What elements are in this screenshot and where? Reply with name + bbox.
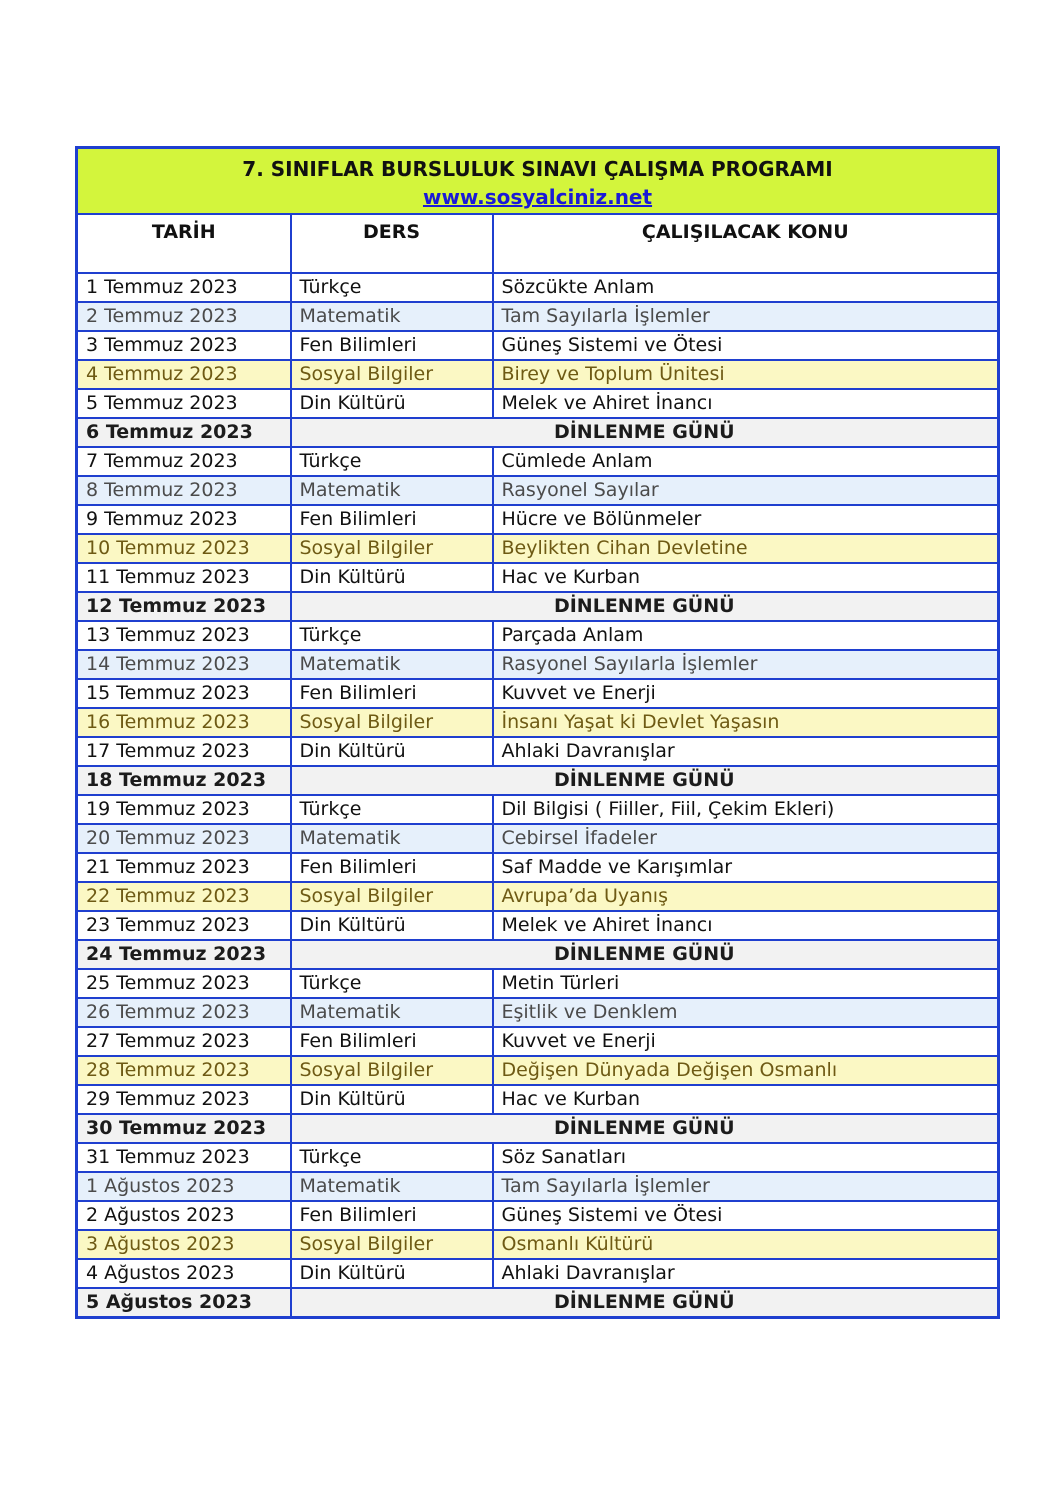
subject-cell: Din Kültürü [291, 737, 493, 766]
date-cell: 4 Temmuz 2023 [77, 360, 291, 389]
date-cell: 3 Temmuz 2023 [77, 331, 291, 360]
rest-day-label: DİNLENME GÜNÜ [291, 418, 999, 447]
rest-day-label: DİNLENME GÜNÜ [291, 1288, 999, 1318]
subject-cell: Fen Bilimleri [291, 853, 493, 882]
date-cell: 22 Temmuz 2023 [77, 882, 291, 911]
rest-day-label: DİNLENME GÜNÜ [291, 592, 999, 621]
subject-cell: Matematik [291, 1172, 493, 1201]
date-cell: 6 Temmuz 2023 [77, 418, 291, 447]
date-cell: 10 Temmuz 2023 [77, 534, 291, 563]
topic-cell: Söz Sanatları [493, 1143, 999, 1172]
topic-cell: Beylikten Cihan Devletine [493, 534, 999, 563]
table-row [77, 563, 999, 592]
date-cell: 9 Temmuz 2023 [77, 505, 291, 534]
date-cell: 1 Temmuz 2023 [77, 273, 291, 302]
subject-cell: Türkçe [291, 1143, 493, 1172]
date-cell: 30 Temmuz 2023 [77, 1114, 291, 1143]
table-row [77, 824, 999, 853]
date-cell: 26 Temmuz 2023 [77, 998, 291, 1027]
date-cell: 11 Temmuz 2023 [77, 563, 291, 592]
subject-cell: Fen Bilimleri [291, 1201, 493, 1230]
subject-cell: Sosyal Bilgiler [291, 360, 493, 389]
topic-cell: Güneş Sistemi ve Ötesi [493, 331, 999, 360]
subject-cell: Sosyal Bilgiler [291, 1056, 493, 1085]
subject-cell: Fen Bilimleri [291, 679, 493, 708]
date-cell: 13 Temmuz 2023 [77, 621, 291, 650]
rest-day-row [77, 1114, 999, 1143]
date-cell: 15 Temmuz 2023 [77, 679, 291, 708]
subject-cell: Türkçe [291, 621, 493, 650]
table-row [77, 273, 999, 302]
topic-cell: Kuvvet ve Enerji [493, 1027, 999, 1056]
subject-cell: Türkçe [291, 447, 493, 476]
table-row [77, 1230, 999, 1259]
topic-cell: Tam Sayılarla İşlemler [493, 1172, 999, 1201]
subject-cell: Sosyal Bilgiler [291, 534, 493, 563]
topic-cell: Hac ve Kurban [493, 563, 999, 592]
title-row [77, 148, 999, 215]
website-link[interactable]: www.sosyalciniz.net [422, 185, 653, 209]
subject-cell: Türkçe [291, 273, 493, 302]
date-cell: 8 Temmuz 2023 [77, 476, 291, 505]
subject-cell: Din Kültürü [291, 563, 493, 592]
date-cell: 16 Temmuz 2023 [77, 708, 291, 737]
topic-cell: Melek ve Ahiret İnancı [493, 389, 999, 418]
header-row [77, 214, 999, 273]
subject-cell: Türkçe [291, 969, 493, 998]
table-row [77, 1056, 999, 1085]
table-row [77, 1259, 999, 1288]
table-row [77, 360, 999, 389]
topic-cell: İnsanı Yaşat ki Devlet Yaşasın [493, 708, 999, 737]
topic-cell: Rasyonel Sayılarla İşlemler [493, 650, 999, 679]
date-cell: 24 Temmuz 2023 [77, 940, 291, 969]
date-cell: 29 Temmuz 2023 [77, 1085, 291, 1114]
rest-day-row [77, 766, 999, 795]
topic-cell: Cebirsel İfadeler [493, 824, 999, 853]
topic-cell: Hac ve Kurban [493, 1085, 999, 1114]
topic-cell: Hücre ve Bölünmeler [493, 505, 999, 534]
date-cell: 18 Temmuz 2023 [77, 766, 291, 795]
table-row [77, 650, 999, 679]
date-cell: 23 Temmuz 2023 [77, 911, 291, 940]
topic-cell: Melek ve Ahiret İnancı [493, 911, 999, 940]
table-row [77, 1027, 999, 1056]
subject-cell: Fen Bilimleri [291, 505, 493, 534]
date-cell: 21 Temmuz 2023 [77, 853, 291, 882]
rest-day-row [77, 1288, 999, 1318]
table-row [77, 1085, 999, 1114]
date-cell: 4 Ağustos 2023 [77, 1259, 291, 1288]
subject-cell: Din Kültürü [291, 1259, 493, 1288]
topic-cell: Avrupa’da Uyanış [493, 882, 999, 911]
table-row [77, 737, 999, 766]
topic-cell: Parçada Anlam [493, 621, 999, 650]
date-cell: 2 Ağustos 2023 [77, 1201, 291, 1230]
subject-column-header: DERS [291, 214, 493, 273]
subject-cell: Din Kültürü [291, 1085, 493, 1114]
subject-cell: Sosyal Bilgiler [291, 708, 493, 737]
subject-cell: Sosyal Bilgiler [291, 882, 493, 911]
date-cell: 5 Temmuz 2023 [77, 389, 291, 418]
date-cell: 28 Temmuz 2023 [77, 1056, 291, 1085]
topic-cell: Sözcükte Anlam [493, 273, 999, 302]
table-row [77, 331, 999, 360]
date-cell: 3 Ağustos 2023 [77, 1230, 291, 1259]
subject-cell: Matematik [291, 650, 493, 679]
title-cell [77, 148, 999, 215]
rest-day-label: DİNLENME GÜNÜ [291, 940, 999, 969]
subject-cell: Din Kültürü [291, 389, 493, 418]
subject-cell: Sosyal Bilgiler [291, 1230, 493, 1259]
table-row [77, 447, 999, 476]
rest-day-row [77, 940, 999, 969]
date-column-header: TARİH [77, 214, 291, 273]
topic-cell: Metin Türleri [493, 969, 999, 998]
page-title: 7. SINIFLAR BURSLULUK SINAVI ÇALIŞMA PROGRAMI [242, 157, 833, 181]
date-cell: 25 Temmuz 2023 [77, 969, 291, 998]
subject-cell: Matematik [291, 302, 493, 331]
schedule-body [77, 273, 999, 1318]
date-cell: 1 Ağustos 2023 [77, 1172, 291, 1201]
topic-cell: Eşitlik ve Denklem [493, 998, 999, 1027]
study-schedule-table [75, 146, 1000, 1319]
topic-column-header: ÇALIŞILACAK KONU [493, 214, 999, 273]
topic-cell: Ahlaki Davranışlar [493, 737, 999, 766]
topic-cell: Güneş Sistemi ve Ötesi [493, 1201, 999, 1230]
table-row [77, 998, 999, 1027]
table-row [77, 1201, 999, 1230]
rest-day-label: DİNLENME GÜNÜ [291, 1114, 999, 1143]
table-row [77, 708, 999, 737]
topic-cell: Saf Madde ve Karışımlar [493, 853, 999, 882]
date-cell: 12 Temmuz 2023 [77, 592, 291, 621]
table-row [77, 1172, 999, 1201]
topic-cell: Tam Sayılarla İşlemler [493, 302, 999, 331]
topic-cell: Ahlaki Davranışlar [493, 1259, 999, 1288]
table-row [77, 911, 999, 940]
date-cell: 17 Temmuz 2023 [77, 737, 291, 766]
date-cell: 14 Temmuz 2023 [77, 650, 291, 679]
date-cell: 27 Temmuz 2023 [77, 1027, 291, 1056]
topic-cell: Rasyonel Sayılar [493, 476, 999, 505]
rest-day-row [77, 418, 999, 447]
table-row [77, 476, 999, 505]
table-row [77, 389, 999, 418]
table-row [77, 853, 999, 882]
topic-cell: Kuvvet ve Enerji [493, 679, 999, 708]
topic-cell: Osmanlı Kültürü [493, 1230, 999, 1259]
rest-day-row [77, 592, 999, 621]
table-row [77, 621, 999, 650]
subject-cell: Fen Bilimleri [291, 1027, 493, 1056]
subject-cell: Fen Bilimleri [291, 331, 493, 360]
topic-cell: Dil Bilgisi ( Fiiller, Fiil, Çekim Ekleri) [493, 795, 999, 824]
rest-day-label: DİNLENME GÜNÜ [291, 766, 999, 795]
date-cell: 20 Temmuz 2023 [77, 824, 291, 853]
subject-cell: Matematik [291, 476, 493, 505]
table-row [77, 505, 999, 534]
table-row [77, 302, 999, 331]
subject-cell: Türkçe [291, 795, 493, 824]
subject-cell: Matematik [291, 824, 493, 853]
table-row [77, 1143, 999, 1172]
topic-cell: Cümlede Anlam [493, 447, 999, 476]
table-row [77, 795, 999, 824]
subject-cell: Matematik [291, 998, 493, 1027]
date-cell: 31 Temmuz 2023 [77, 1143, 291, 1172]
table-row [77, 534, 999, 563]
date-cell: 7 Temmuz 2023 [77, 447, 291, 476]
table-row [77, 969, 999, 998]
date-cell: 5 Ağustos 2023 [77, 1288, 291, 1318]
date-cell: 19 Temmuz 2023 [77, 795, 291, 824]
subject-cell: Din Kültürü [291, 911, 493, 940]
table-row [77, 679, 999, 708]
table-row [77, 882, 999, 911]
topic-cell: Değişen Dünyada Değişen Osmanlı [493, 1056, 999, 1085]
date-cell: 2 Temmuz 2023 [77, 302, 291, 331]
topic-cell: Birey ve Toplum Ünitesi [493, 360, 999, 389]
